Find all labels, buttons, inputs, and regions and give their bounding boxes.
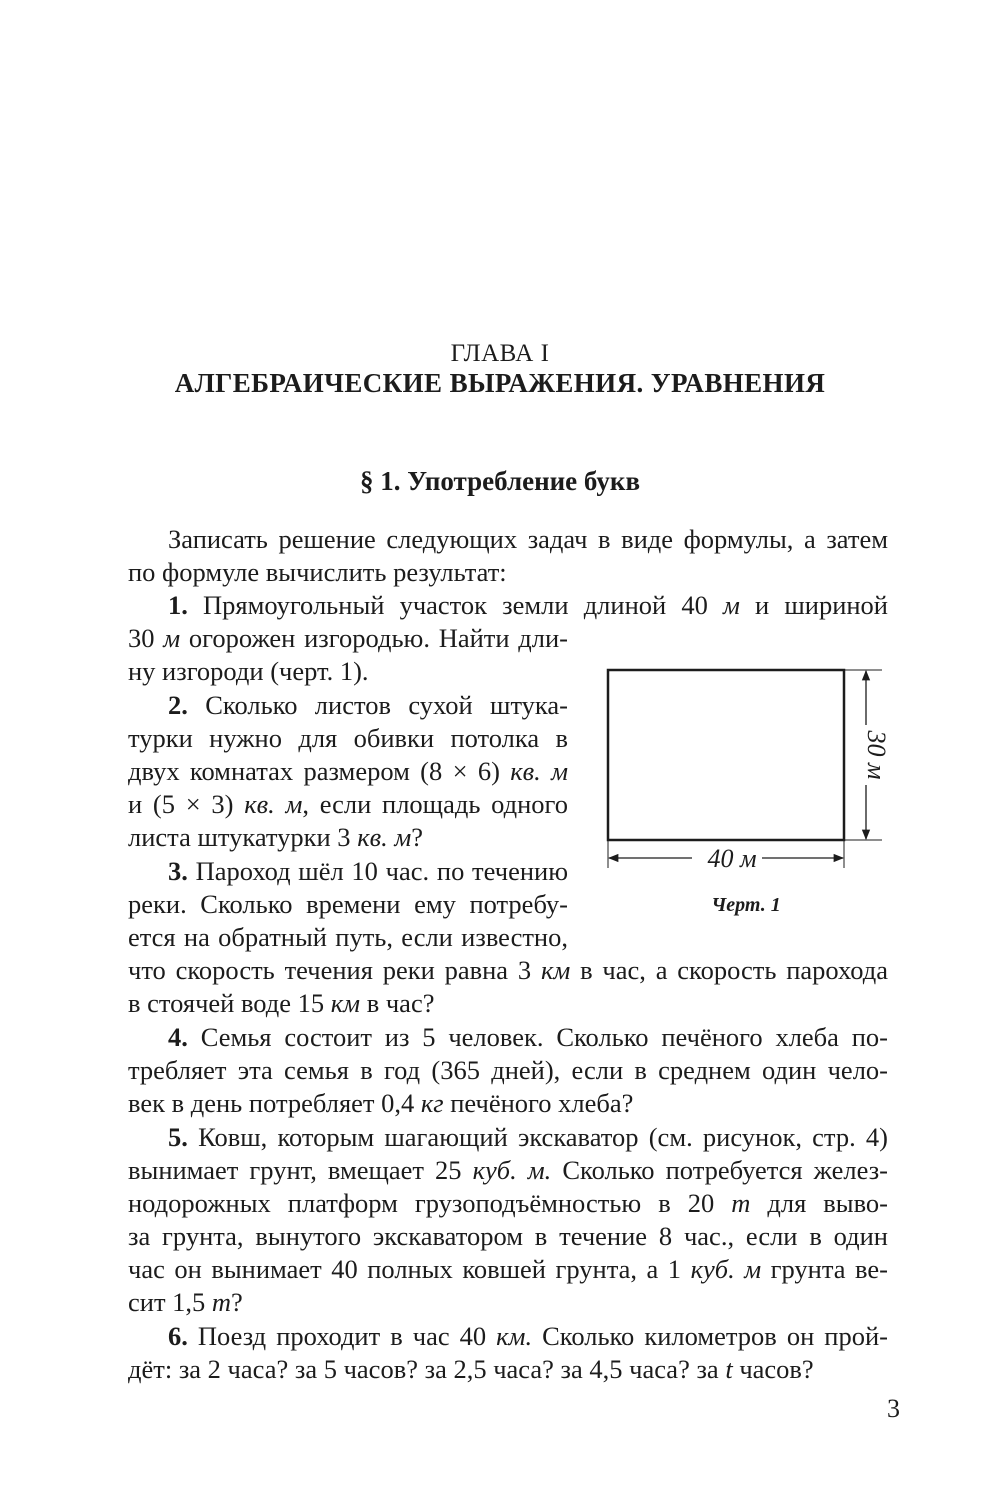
problem-number: 2. <box>168 690 188 720</box>
problem-5-line-5: час он вынимает 40 полных ковшей грунта, а 1 куб. м грунта ве- <box>128 1254 889 1284</box>
width-dimension-label: 40 м <box>707 844 757 873</box>
problem-5-line-4: за грунта, вынутого экскаватором в течение 8 час., если в один <box>128 1221 888 1251</box>
chapter-title: АЛГЕБРАИЧЕСКИЕ ВЫРАЖЕНИЯ. УРАВНЕНИЯ <box>174 368 826 398</box>
page-number: 3 <box>887 1394 900 1423</box>
problem-number: 3. <box>168 856 188 886</box>
problem-3-line-1: 3. Пароход шёл 10 час. по течению <box>168 856 568 886</box>
rectangle-diagram <box>596 662 896 932</box>
problem-2-line-5: листа штукатурки 3 кв. м? <box>128 822 424 852</box>
problem-2-line-4: и (5 × 3) кв. м, если площадь одного <box>128 789 569 819</box>
section-title: § 1. Употребление букв <box>359 466 641 496</box>
problem-4-line-3: век в день потребляет 0,4 кг печёного хлеба? <box>128 1088 634 1118</box>
problem-1-line-3: ну изгороди (черт. 1). <box>128 656 369 686</box>
figure-caption: Черт. 1 <box>711 894 781 916</box>
problem-2-line-2: турки нужно для обивки потолка в <box>128 723 568 753</box>
problem-1-line-1: 1. Прямоугольный участок земли длиной 40 м и шириной <box>168 590 888 620</box>
problem-3-line-4: что скорость течения реки равна 3 км в час, а скорость парохода <box>128 955 888 985</box>
problem-1-line-2: 30 м огорожен изгородью. Найти дли- <box>128 623 568 653</box>
height-dimension-label: 30 м <box>863 725 889 785</box>
problem-4-line-2: требляет эта семья в год (365 дней), если в среднем один чело- <box>128 1055 888 1085</box>
problem-5-line-1: 5. Ковш, которым шагающий экскаватор (см. рисунок, стр. 4) <box>168 1122 888 1152</box>
problem-2-line-1: 2. Сколько листов сухой штука- <box>168 690 568 720</box>
problem-3-line-2: реки. Сколько времени ему потребу- <box>128 889 568 919</box>
problem-4-line-1: 4. Семья состоит из 5 человек. Сколько печёного хлеба по- <box>168 1022 888 1052</box>
problem-3-line-5: в стоячей воде 15 км в час? <box>128 988 435 1018</box>
problem-number: 1. <box>168 590 188 620</box>
problem-5-line-6: сит 1,5 т? <box>128 1287 243 1317</box>
problem-6-line-1: 6. Поезд проходит в час 40 км. Сколько километров он прой- <box>168 1321 888 1351</box>
problem-3-line-3: ется на обратный путь, если известно, <box>128 922 568 952</box>
problem-number: 5. <box>168 1122 188 1152</box>
problem-number: 6. <box>168 1321 188 1351</box>
intro-line-2: по формуле вычислить результат: <box>128 557 507 587</box>
problem-number: 4. <box>168 1022 188 1052</box>
problem-5-line-2: вынимает грунт, вмещает 25 куб. м. Сколько потребуется желез- <box>128 1155 888 1185</box>
intro-line-1: Записать решение следующих задач в виде формулы, а затем <box>168 524 888 554</box>
problem-5-line-3: нодорожных платформ грузоподъёмностью в 20 т для выво- <box>128 1188 889 1218</box>
chapter-label: ГЛАВА I <box>450 340 550 367</box>
plot-rectangle <box>608 670 844 840</box>
problem-2-line-3: двух комнатах размером (8 × 6) кв. м <box>128 756 568 786</box>
figure-1 <box>596 662 896 932</box>
problem-6-line-2: дёт: за 2 часа? за 5 часов? за 2,5 часа? за 4,5 часа? за t часов? <box>128 1354 814 1384</box>
